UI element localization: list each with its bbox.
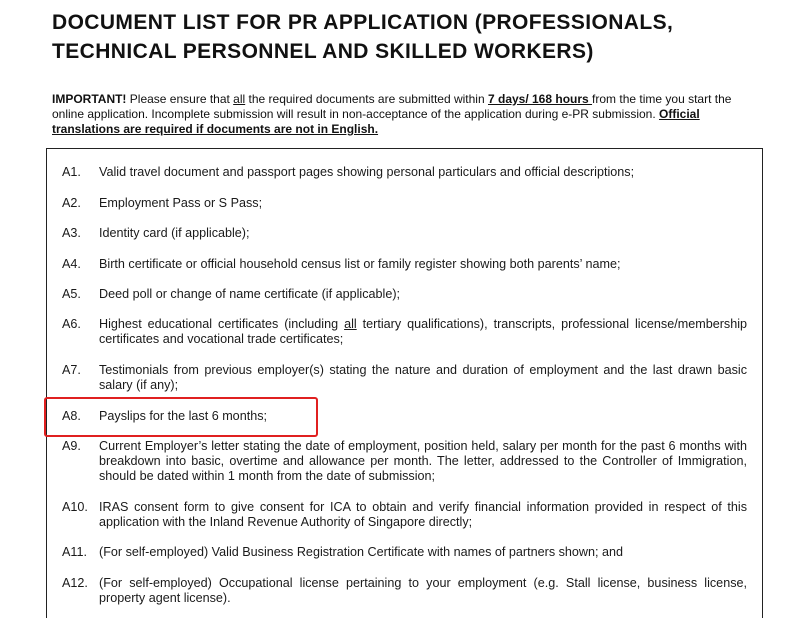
item-text: (For self-employed) Occupational license pertaining to your employment (e.g. Stall license, business license, property agent license).	[99, 576, 747, 605]
item-text: Payslips for the last 6 months;	[99, 409, 267, 423]
item-text: IRAS consent form to give consent for ICA to obtain and verify financial information provided in respect of this application with the Inland Revenue Authority of Singapore directly;	[99, 500, 747, 529]
item-text: Identity card (if applicable);	[99, 226, 250, 240]
item-code: A12.	[62, 576, 88, 590]
title-line-2: TECHNICAL PERSONNEL AND SKILLED WORKERS)	[52, 40, 594, 63]
notice-all: all	[233, 92, 246, 106]
item-code: A10.	[62, 500, 88, 514]
notice-text-3: from the time you start the online application. Incomplete submission will result in non-acceptance of the application during e-PR submission.	[52, 92, 732, 121]
item-code: A1.	[62, 165, 81, 179]
notice-text-2: the required documents are submitted within	[245, 92, 488, 106]
item-text: Valid travel document and passport pages showing personal particulars and official descriptions;	[99, 165, 635, 179]
important-notice	[52, 92, 762, 137]
item-code: A2.	[62, 196, 81, 210]
document-title	[52, 8, 772, 66]
item-text: (For self-employed) Valid Business Registration Certificate with names of partners shown; and	[99, 545, 624, 559]
notice-translations: Official translations are required if documents are not in English.	[52, 107, 700, 136]
notice-deadline: 7 days/ 168 hours	[487, 92, 593, 106]
notice-text-1: Please ensure that	[126, 92, 234, 106]
item-code: A7.	[62, 363, 81, 377]
item-code: A6.	[62, 317, 81, 331]
item-code: A4.	[62, 257, 81, 271]
payslips-highlight-box	[44, 397, 318, 437]
item-text: Current Employer’s letter stating the date of employment, position held, salary per month for the past 6 months with breakdown into basic, overtime and allowance per month. The letter, addressed to the Controller of Immigration, should be dated within 1 month from the date of submission;	[99, 439, 747, 483]
item-text: Birth certificate or official household census list or family register showing both parents’ name;	[99, 257, 621, 271]
item-text: Testimonials from previous employer(s) stating the nature and duration of employment and the last drawn basic salary (if any);	[99, 363, 747, 392]
item-code: A9.	[62, 439, 81, 453]
item-text-pre: Highest educational certificates (including	[99, 317, 345, 331]
item-code: A8.	[62, 409, 81, 423]
item-text: Deed poll or change of name certificate (if applicable);	[99, 287, 401, 301]
item-code: A11.	[62, 545, 87, 559]
item-text-post: tertiary qualifications), transcripts, professional license/membership certificates and vocational trade certificates;	[99, 317, 748, 346]
title-line-1: DOCUMENT LIST FOR PR APPLICATION (PROFESSIONALS,	[52, 11, 674, 34]
item-text: Employment Pass or S Pass;	[99, 196, 263, 210]
item-code: A3.	[62, 226, 81, 240]
item-text	[99, 317, 747, 347]
item-text-all: all	[344, 317, 357, 331]
item-code: A5.	[62, 287, 81, 301]
important-label: IMPORTANT!	[52, 92, 127, 106]
